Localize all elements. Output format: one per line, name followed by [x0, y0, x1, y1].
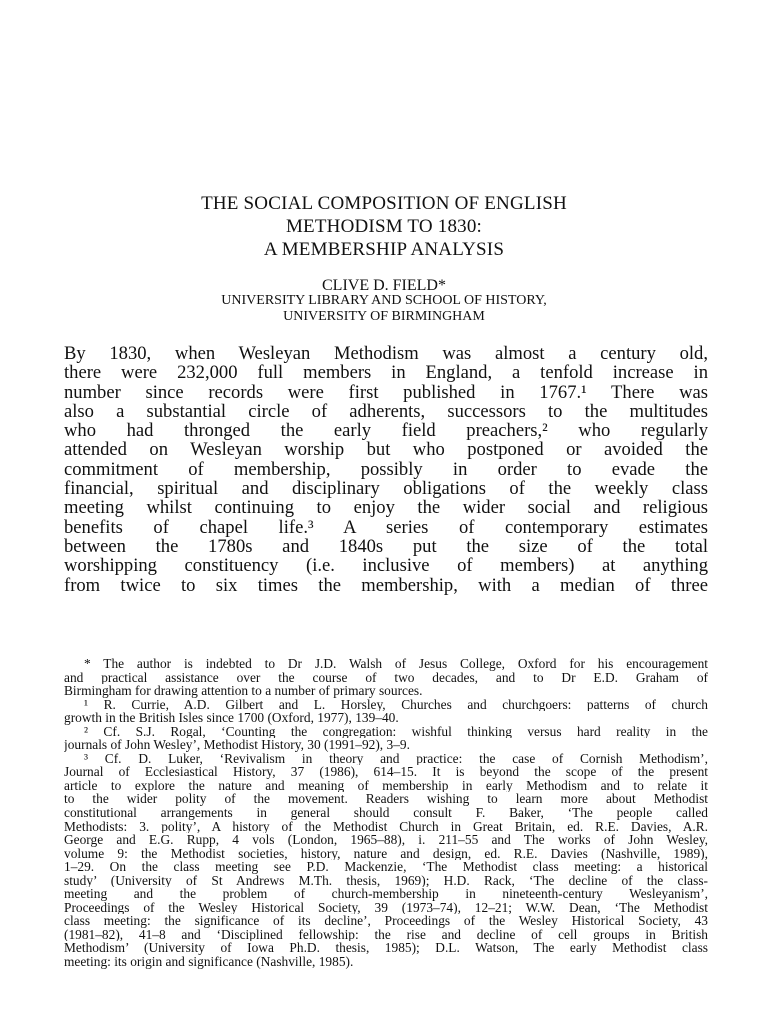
footnote-line: 1–29. On the class meeting see P.D. Mackenzie, ‘The Methodist class meeting: a historical [64, 860, 708, 874]
footnote-line: Methodism’ (University of Iowa Ph.D. thesis, 1985); D.L. Watson, The early Methodist class [64, 941, 708, 956]
footnote-line: Proceedings of the Wesley Historical Society, 39 (1973–74), 12–21; W.W. Dean, ‘The Methodist [64, 900, 708, 915]
body-line: there were 232,000 full members in England, a tenfold increase in [64, 363, 708, 383]
body-line: who had thronged the early field preachers,² who regularly [64, 421, 708, 441]
footnote-line: * The author is indebted to Dr J.D. Walsh of Jesus College, Oxford for his encouragement [84, 657, 708, 671]
body-line: between the 1780s and 1840s put the size of the total [64, 536, 708, 557]
footnote-line: article to explore the nature and meaning of membership in early Methodism and to relate it [64, 778, 708, 793]
footnote-line: volume 9: the Methodist societies, history, nature and design, ed. R.E. Davies (Nashville, 1989), [64, 846, 708, 861]
author-affiliation [0, 293, 768, 325]
body-line: financial, spiritual and disciplinary obligations of the weekly class [64, 479, 708, 499]
body-line: also a substantial circle of adherents, successors to the multitudes [64, 401, 708, 422]
body-line: By 1830, when Wesleyan Methodism was almost a century old, [64, 344, 708, 364]
footnote-line: ² Cf. S.J. Rogal, ‘Counting the congregation: wishful thinking versus hard reality in the [84, 724, 708, 739]
footnote-line: class meeting: the significance of its decline’, Proceedings of the Wesley Historical Society, 43 [64, 914, 708, 928]
footnote-line: George and E.G. Rupp, 4 vols (London, 1965–88), i. 211–55 and The works of John Wesley, [64, 833, 708, 847]
footnote-line: meeting and the problem of church-membership in nineteenth-century Wesleyanism’, [64, 887, 708, 901]
body-line: from twice to six times the membership, with a median of three [64, 575, 708, 595]
footnote-line: Methodists: 3. polity’, A history of the Methodist Church in Great Britain, ed. R.E. Davies, A.R. [64, 819, 708, 834]
footnote-line: meeting: its origin and significance (Nashville, 1985). [64, 955, 354, 969]
affiliation-line: UNIVERSITY LIBRARY AND SCHOOL OF HISTORY, [221, 293, 547, 308]
body-line: number since records were first published in 1767.¹ There was [64, 382, 708, 402]
footnote-line: study’ (University of St Andrews M.Th. thesis, 1969); H.D. Rack, ‘The decline of the class- [64, 873, 708, 888]
footnote-line: growth in the British Isles since 1700 (Oxford, 1977), 139–40. [64, 711, 399, 725]
footnote-line: constitutional arrangements in general should consult F. Baker, ‘The people called [64, 806, 708, 820]
affiliation-line: UNIVERSITY OF BIRMINGHAM [283, 309, 485, 324]
body-line: attended on Wesleyan worship but who postponed or avoided the [64, 440, 708, 460]
body-line: commitment of membership, possibly in order to evade the [64, 459, 708, 480]
footnote-line: Birmingham for drawing attention to a number of primary sources. [64, 684, 423, 698]
footnote-line: journals of John Wesley’, Methodist History, 30 (1991–92), 3–9. [64, 738, 410, 752]
body-paragraph [64, 344, 708, 595]
title-line: METHODISM TO 1830: [285, 216, 483, 237]
article-title [0, 192, 768, 261]
footnote-line: and practical assistance over the course of two decades, and to Dr E.D. Graham of [64, 670, 708, 685]
footnote-line: Journal of Ecclesiastical History, 37 (1986), 614–15. It is beyond the scope of the present [64, 765, 708, 779]
footnotes [64, 657, 708, 969]
body-line: benefits of chapel life.³ A series of contemporary estimates [64, 517, 708, 537]
author-name: CLIVE D. FIELD* [322, 277, 446, 294]
body-line: worshipping constituency (i.e. inclusive of members) at anything [64, 556, 708, 576]
footnote-line: ¹ R. Currie, A.D. Gilbert and L. Horsley, Churches and churchgoers: patterns of church [84, 697, 708, 712]
title-line: THE SOCIAL COMPOSITION OF ENGLISH [201, 193, 567, 214]
footnote-line: to the wider polity of the movement. Readers wishing to learn more about Methodist [64, 792, 708, 807]
footnote-line: ³ Cf. D. Luker, ‘Revivalism in theory and practice: the case of Cornish Methodism’, [84, 751, 708, 766]
title-line: A MEMBERSHIP ANALYSIS [263, 239, 505, 260]
body-line: meeting whilst continuing to enjoy the wider social and religious [64, 498, 708, 518]
footnote-line: (1981–82), 41–8 and ‘Disciplined fellowship: the rise and decline of cell groups in British [64, 927, 708, 942]
